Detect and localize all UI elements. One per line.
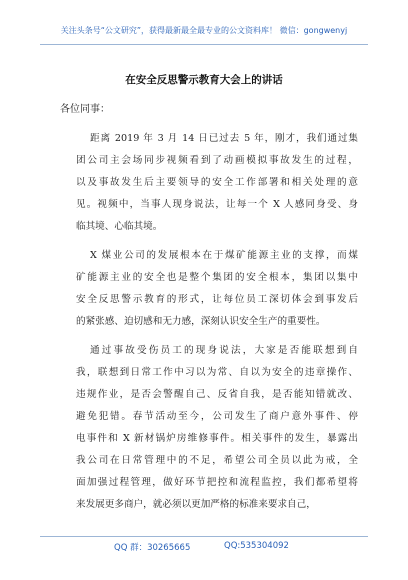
paragraph-line: 矿能源主业的安全也是整个集团的安全根本，集团以集中 bbox=[76, 272, 358, 283]
paragraph-2 bbox=[76, 245, 358, 333]
header-note bbox=[40, 24, 368, 45]
paragraph-line: 距离 2019 年 3 月 14 日已过去 5 年，刚才，我们通过集 bbox=[90, 133, 358, 144]
footer-qq: QQ:535304092 bbox=[224, 541, 289, 551]
paragraph-line: 临其境、心临其境。 bbox=[76, 221, 163, 232]
paragraph-line: 我，联想到日常工作中习以为常、自以为安全的违章操作、 bbox=[76, 367, 358, 378]
footer-bar bbox=[40, 536, 368, 561]
paragraph-line: 见。视频中，当事人现身说法，让每一个 X 人感同身受、身 bbox=[76, 199, 358, 210]
paragraph-1 bbox=[76, 128, 358, 238]
paragraph-line: 以及事故发生后主要领导的安全工作部署和相关处理的意 bbox=[76, 177, 358, 188]
paragraph-line: 违规作业，是否会警醒自己、反省自我，是否能知错就改、 bbox=[76, 389, 358, 400]
footer-qq-group: QQ 群：30265665 bbox=[114, 543, 191, 553]
paragraph-line: 通过事故受伤员工的现身说法，大家是否能联想到自 bbox=[90, 345, 358, 356]
salutation: 各位同事： bbox=[60, 104, 110, 115]
paragraph-3 bbox=[76, 340, 358, 516]
paragraph-line: 避免犯错。春节活动至今，公司发生了商户意外事件、停 bbox=[76, 411, 358, 422]
paragraph-line: 来发展更多商户，就必须以更加严格的标准来要求自己， bbox=[76, 499, 316, 510]
paragraph-line: 的紧张感、迫切感和无力感，深刻认识安全生产的重要性。 bbox=[76, 316, 326, 327]
paragraph-line: 电事件和 X 新材锅炉房维修事件。相关事件的发生，暴露出 bbox=[76, 433, 358, 444]
paragraph-line: 安全反思警示教育的形式，让每位员工深切体会到事发后 bbox=[76, 294, 358, 305]
paragraph-line: 我公司在日常管理中的不足，希望公司全员以此为戒，全 bbox=[76, 455, 358, 466]
document-title: 在安全反思警示教育大会上的讲话 bbox=[125, 74, 283, 86]
paragraph-line: X 煤业公司的发展根本在于煤矿能源主业的支撑，而煤 bbox=[90, 250, 358, 261]
header-note-text: 关注头条号“公文研究”，获得最新最全最专业的公文资料库！ 微信：gongwenyj bbox=[60, 26, 348, 35]
paragraph-line: 团公司主会场同步视频看到了动画模拟事故发生的过程， bbox=[76, 155, 358, 166]
paragraph-line: 面加强过程管理，做好环节把控和流程监控，我们都希望将 bbox=[76, 477, 358, 488]
